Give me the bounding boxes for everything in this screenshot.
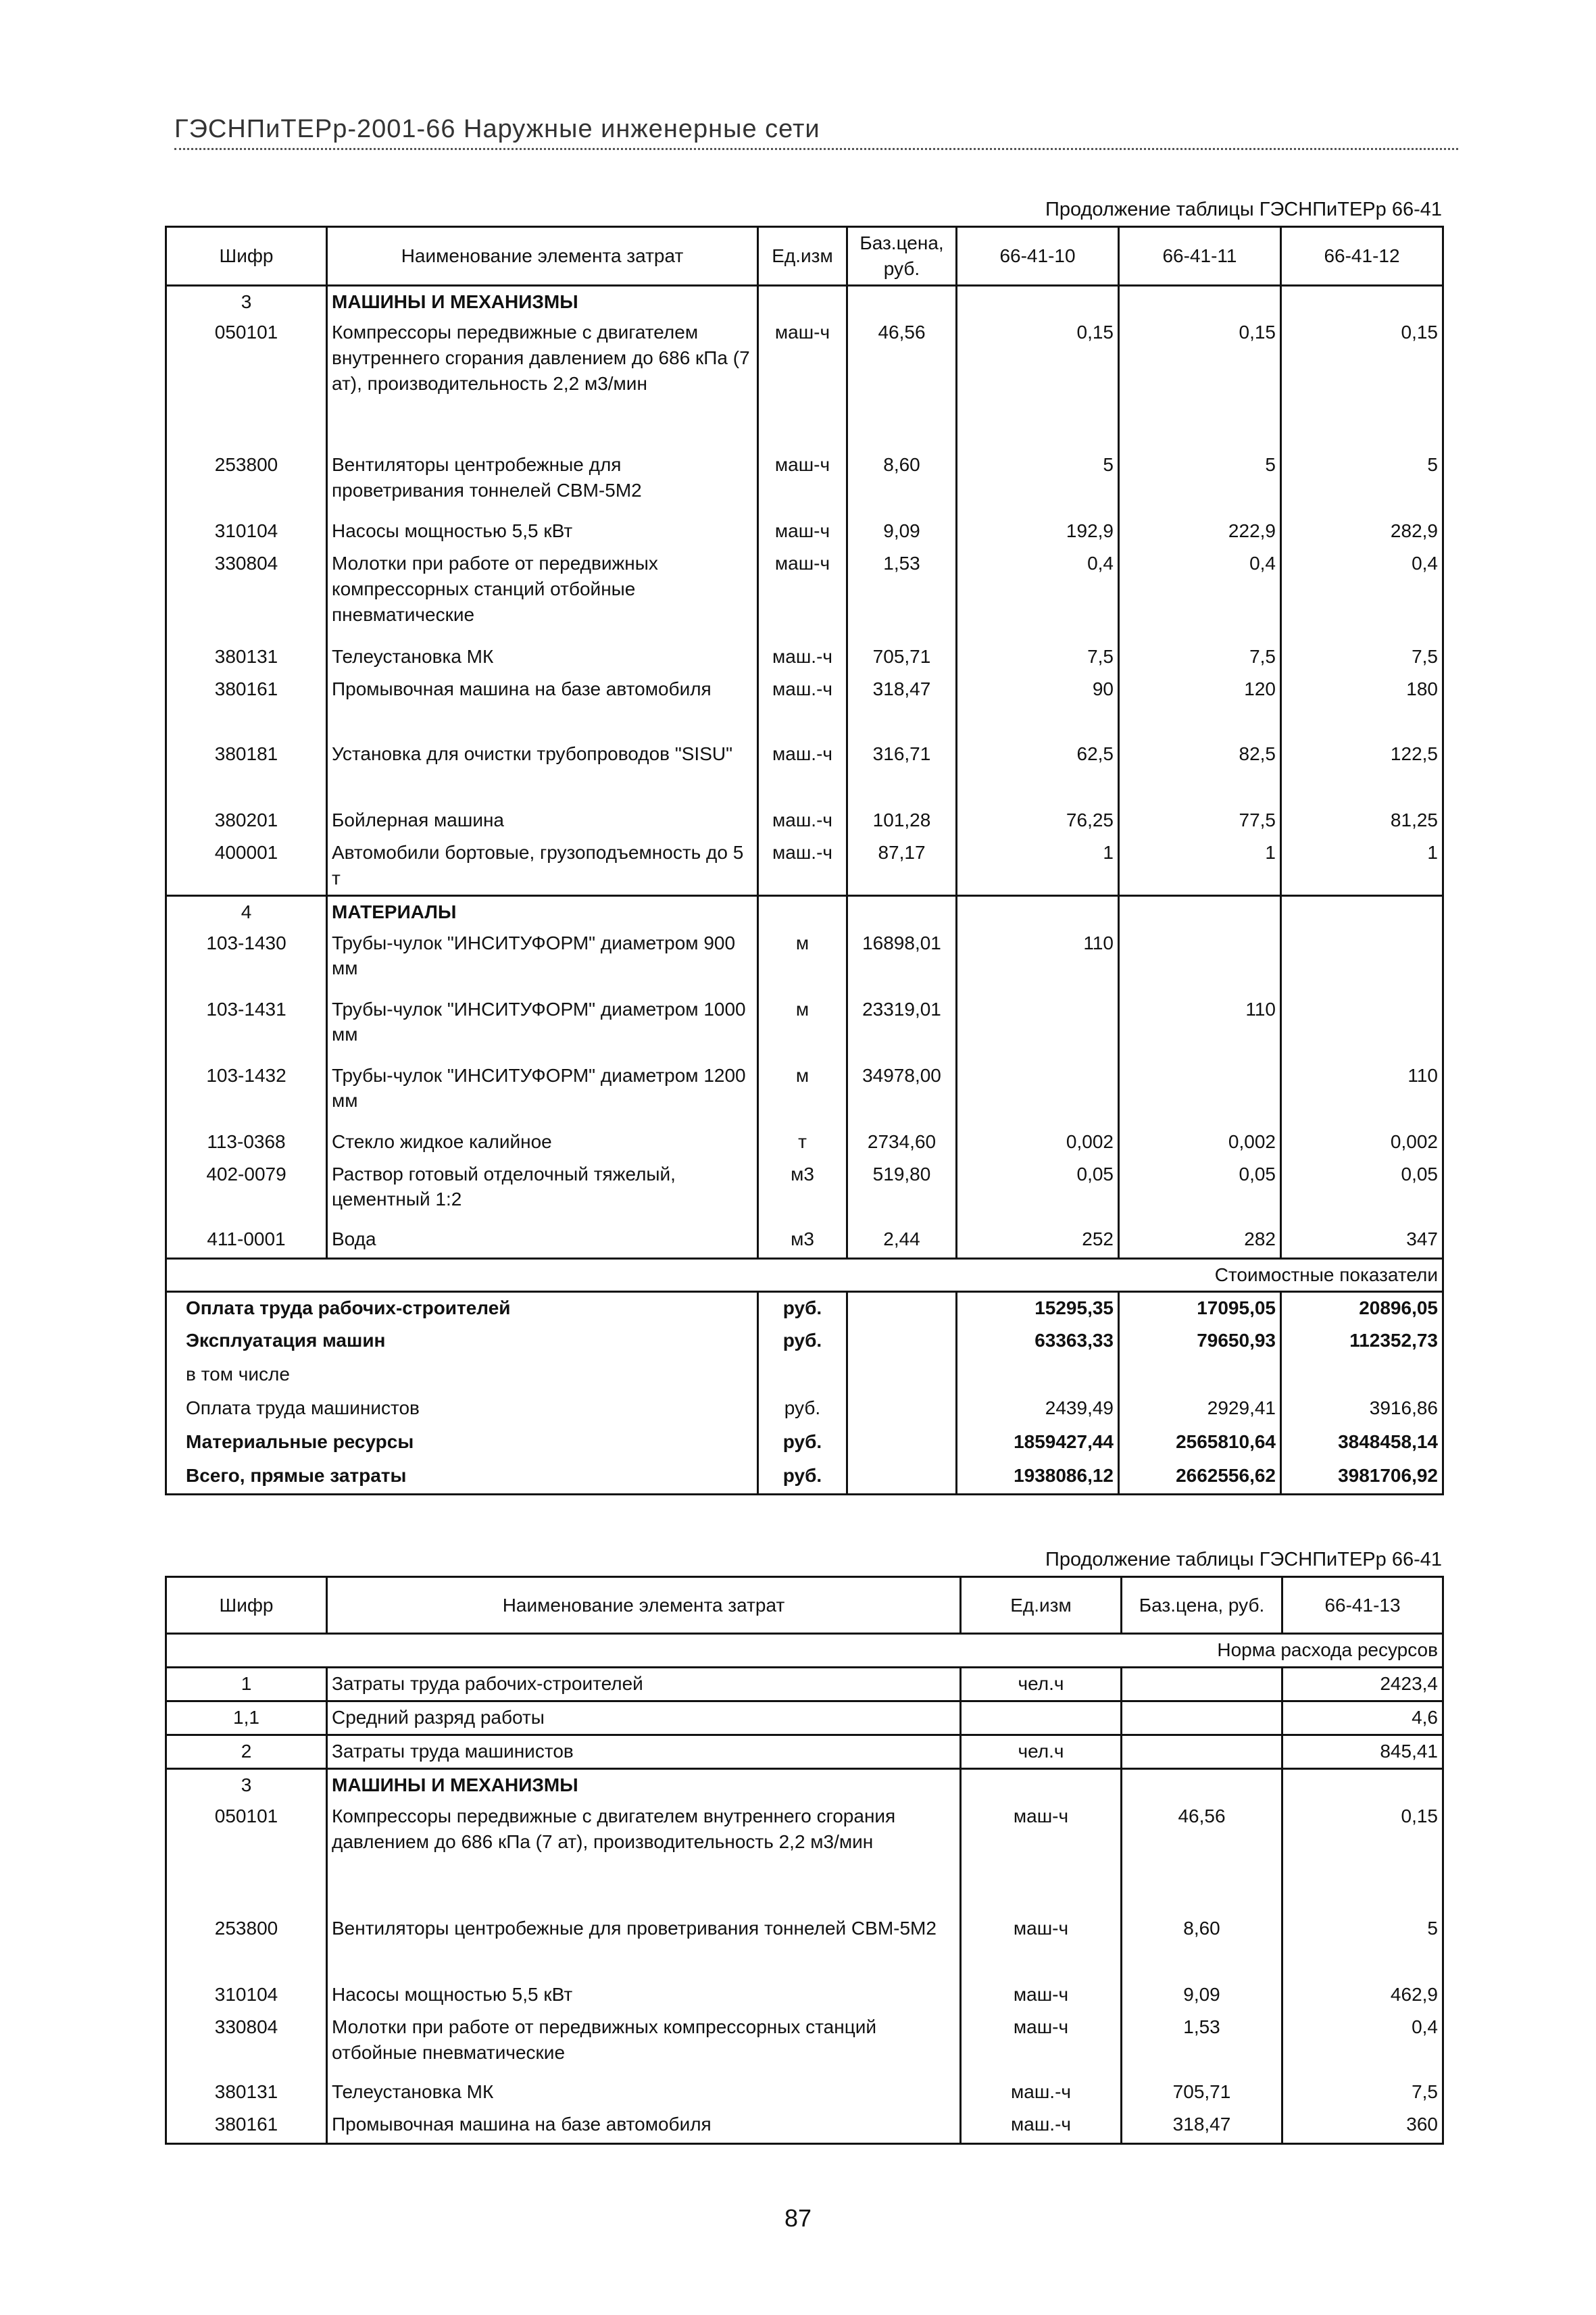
resource-price: [1122, 1701, 1282, 1735]
value-66-41-11: 7,5: [1119, 641, 1281, 674]
resource-unit: маш.-ч: [758, 641, 847, 674]
empty-cell: [1281, 895, 1443, 927]
resource-code: 330804: [166, 2012, 327, 2076]
total-66-41-10: [957, 1359, 1119, 1393]
labor-row: [166, 1668, 1443, 1701]
value-66-41-12: 122,5: [1281, 739, 1443, 805]
resource-code: 103-1432: [166, 1060, 327, 1126]
table-row: [166, 449, 1443, 516]
total-unit: руб.: [758, 1291, 847, 1325]
table-row: [166, 2076, 1443, 2109]
norm-label-row: [166, 1634, 1443, 1668]
resource-unit: м3: [758, 1224, 847, 1259]
value-66-41-12: 81,25: [1281, 805, 1443, 837]
table-row: [166, 1159, 1443, 1224]
resource-unit: м: [758, 994, 847, 1060]
value-66-41-12: 5: [1281, 449, 1443, 516]
empty-cell: [847, 1359, 957, 1393]
empty-cell: [758, 285, 847, 317]
col-header-code: Шифр: [166, 1577, 327, 1634]
section-code: 3: [166, 285, 327, 317]
resource-price: 87,17: [847, 837, 957, 895]
value-66-41-12: [1281, 994, 1443, 1060]
empty-cell: [847, 1325, 957, 1359]
resource-name: Трубы-чулок "ИНСИТУФОРМ" диаметром 1000 мм: [327, 994, 758, 1060]
value-66-41-11: 120: [1119, 674, 1281, 739]
total-name: в том числе: [166, 1359, 758, 1393]
resource-price: 519,80: [847, 1159, 957, 1224]
resource-price: 705,71: [1122, 2076, 1282, 2109]
resource-code: 1: [166, 1668, 327, 1701]
value-66-41-12: 0,15: [1281, 317, 1443, 449]
empty-cell: [957, 895, 1119, 927]
value-66-41-11: 110: [1119, 994, 1281, 1060]
resource-name: Стекло жидкое калийное: [327, 1126, 758, 1159]
total-66-41-10: 1859427,44: [957, 1426, 1119, 1460]
total-66-41-12: [1281, 1359, 1443, 1393]
resource-unit: м: [758, 1060, 847, 1126]
col-header-price: Баз.цена, руб.: [1122, 1577, 1282, 1634]
value-66-41-10: 0,15: [957, 317, 1119, 449]
value-66-41-12: 110: [1281, 1060, 1443, 1126]
total-66-41-12: 3981706,92: [1281, 1460, 1443, 1494]
resource-name: Телеустановка МК: [327, 2076, 961, 2109]
resource-unit: маш-ч: [758, 449, 847, 516]
total-unit: руб.: [758, 1460, 847, 1494]
resource-name: Бойлерная машина: [327, 805, 758, 837]
total-66-41-12: 20896,05: [1281, 1291, 1443, 1325]
value-66-41-11: [1119, 928, 1281, 994]
table1: [165, 226, 1444, 1495]
empty-cell: [847, 895, 957, 927]
resource-name: Насосы мощностью 5,5 кВт: [327, 1979, 961, 2012]
resource-price: 316,71: [847, 739, 957, 805]
resource-name: Компрессоры передвижные с двигателем внутреннего сгорания давлением до 686 кПа (7 ат), производительность 2,2 м3/мин: [327, 1801, 961, 1913]
resource-code: 380201: [166, 805, 327, 837]
table-row: [166, 994, 1443, 1060]
table1-caption: Продолжение таблицы ГЭСНПиТЕРр 66-41: [1045, 199, 1442, 220]
total-66-41-11: 2565810,64: [1119, 1426, 1281, 1460]
resource-unit: т: [758, 1126, 847, 1159]
value-66-41-10: 192,9: [957, 516, 1119, 548]
labor-row: [166, 1701, 1443, 1735]
resource-unit: маш-ч: [961, 1913, 1122, 1979]
value-66-41-11: 222,9: [1119, 516, 1281, 548]
value-66-41-11: 5: [1119, 449, 1281, 516]
table-row: [166, 317, 1443, 449]
table-row: [166, 641, 1443, 674]
resource-name: Промывочная машина на базе автомобиля: [327, 2109, 961, 2144]
resource-unit: маш.-ч: [961, 2076, 1122, 2109]
total-row: [166, 1291, 1443, 1325]
total-66-41-10: 1938086,12: [957, 1460, 1119, 1494]
value-66-41-12: 0,4: [1281, 548, 1443, 641]
resource-code: 400001: [166, 837, 327, 895]
resource-price: 9,09: [1122, 1979, 1282, 2012]
table-row: [166, 739, 1443, 805]
col-header-name: Наименование элемента затрат: [327, 1577, 961, 1634]
resource-unit: маш.-ч: [758, 805, 847, 837]
resource-name: Молотки при работе от передвижных компрессорных станций отбойные пневматические: [327, 548, 758, 641]
resource-unit: чел.ч: [961, 1668, 1122, 1701]
resource-price: [1122, 1735, 1282, 1769]
resource-unit: чел.ч: [961, 1735, 1122, 1769]
resource-price: [1122, 1668, 1282, 1701]
resource-price: 16898,01: [847, 928, 957, 994]
resource-price: 46,56: [847, 317, 957, 449]
col-header-66-41-10: 66-41-10: [957, 227, 1119, 286]
value-66-41-11: 1: [1119, 837, 1281, 895]
total-66-41-11: 17095,05: [1119, 1291, 1281, 1325]
table-row: [166, 928, 1443, 994]
table-row: [166, 1913, 1443, 1979]
norm-label: Норма расхода ресурсов: [166, 1634, 1443, 1668]
value-66-41-12: 180: [1281, 674, 1443, 739]
resource-name: Затраты труда рабочих-строителей: [327, 1668, 961, 1701]
value-66-41-13: 0,4: [1282, 2012, 1443, 2076]
resource-unit: [961, 1701, 1122, 1735]
section-title: МАШИНЫ И МЕХАНИЗМЫ: [327, 285, 758, 317]
resource-unit: маш.-ч: [758, 739, 847, 805]
resource-price: 8,60: [847, 449, 957, 516]
resource-name: Раствор готовый отделочный тяжелый, цементный 1:2: [327, 1159, 758, 1224]
total-66-41-12: 3916,86: [1281, 1393, 1443, 1426]
total-66-41-10: 15295,35: [957, 1291, 1119, 1325]
resource-code: 103-1431: [166, 994, 327, 1060]
total-name: Эксплуатация машин: [166, 1325, 758, 1359]
col-header-66-41-12: 66-41-12: [1281, 227, 1443, 286]
resource-code: 411-0001: [166, 1224, 327, 1259]
resource-name: Насосы мощностью 5,5 кВт: [327, 516, 758, 548]
resource-code: 1,1: [166, 1701, 327, 1735]
table-row: [166, 1801, 1443, 1913]
value-66-41-10: 110: [957, 928, 1119, 994]
resource-name: Автомобили бортовые, грузоподъемность до 5 т: [327, 837, 758, 895]
value-66-41-10: 5: [957, 449, 1119, 516]
section-materials: [166, 895, 1443, 927]
table2-header-row: [166, 1577, 1443, 1634]
empty-cell: [847, 1460, 957, 1494]
empty-cell: [847, 1426, 957, 1460]
total-unit: [758, 1359, 847, 1393]
resource-code: 2: [166, 1735, 327, 1769]
total-name: Оплата труда рабочих-строителей: [166, 1291, 758, 1325]
total-66-41-12: 3848458,14: [1281, 1426, 1443, 1460]
value-66-41-12: [1281, 928, 1443, 994]
table-row: [166, 674, 1443, 739]
section-machines: [166, 1769, 1443, 1801]
value-66-41-12: 347: [1281, 1224, 1443, 1259]
col-header-name: Наименование элемента затрат: [327, 227, 758, 286]
value-66-41-10: 0,4: [957, 548, 1119, 641]
col-header-66-41-11: 66-41-11: [1119, 227, 1281, 286]
empty-cell: [957, 285, 1119, 317]
value-66-41-10: 76,25: [957, 805, 1119, 837]
resource-name: Затраты труда машинистов: [327, 1735, 961, 1769]
table1-header-row: [166, 227, 1443, 286]
resource-price: 1,53: [847, 548, 957, 641]
table-row: [166, 1979, 1443, 2012]
resource-unit: маш.-ч: [961, 2109, 1122, 2144]
resource-name: Трубы-чулок "ИНСИТУФОРМ" диаметром 1200 мм: [327, 1060, 758, 1126]
value-66-41-10: 0,05: [957, 1159, 1119, 1224]
total-66-41-11: [1119, 1359, 1281, 1393]
value-66-41-10: 0,002: [957, 1126, 1119, 1159]
value-66-41-13: 0,15: [1282, 1801, 1443, 1913]
total-unit: руб.: [758, 1426, 847, 1460]
total-name: Материальные ресурсы: [166, 1426, 758, 1460]
value-66-41-11: 0,002: [1119, 1126, 1281, 1159]
resource-code: 103-1430: [166, 928, 327, 994]
col-header-price: Баз.цена, руб.: [847, 227, 957, 286]
resource-code: 402-0079: [166, 1159, 327, 1224]
value-66-41-13: 2423,4: [1282, 1668, 1443, 1701]
total-66-41-12: 112352,73: [1281, 1325, 1443, 1359]
resource-unit: м3: [758, 1159, 847, 1224]
empty-cell: [1119, 285, 1281, 317]
value-66-41-10: 62,5: [957, 739, 1119, 805]
total-row: [166, 1359, 1443, 1393]
table-row: [166, 548, 1443, 641]
resource-price: 318,47: [847, 674, 957, 739]
resource-name: Молотки при работе от передвижных компрессорных станций отбойные пневматические: [327, 2012, 961, 2076]
table-row: [166, 837, 1443, 895]
section-code: 3: [166, 1769, 327, 1801]
empty-cell: [1282, 1769, 1443, 1801]
resource-price: 2,44: [847, 1224, 957, 1259]
resource-unit: м: [758, 928, 847, 994]
empty-cell: [1281, 285, 1443, 317]
resource-name: Промывочная машина на базе автомобиля: [327, 674, 758, 739]
resource-price: 46,56: [1122, 1801, 1282, 1913]
value-66-41-12: 1: [1281, 837, 1443, 895]
section-machines: [166, 285, 1443, 317]
total-name: Оплата труда машинистов: [166, 1393, 758, 1426]
table-row: [166, 1224, 1443, 1259]
total-unit: руб.: [758, 1393, 847, 1426]
resource-unit: маш-ч: [961, 1979, 1122, 2012]
resource-code: 380181: [166, 739, 327, 805]
resource-unit: маш-ч: [758, 516, 847, 548]
section-code: 4: [166, 895, 327, 927]
resource-price: 1,53: [1122, 2012, 1282, 2076]
table2: [165, 1576, 1444, 2145]
resource-unit: маш.-ч: [758, 837, 847, 895]
resource-code: 050101: [166, 1801, 327, 1913]
total-66-41-11: 79650,93: [1119, 1325, 1281, 1359]
value-66-41-12: 0,05: [1281, 1159, 1443, 1224]
table2-caption: Продолжение таблицы ГЭСНПиТЕРр 66-41: [1045, 1549, 1442, 1570]
value-66-41-11: 82,5: [1119, 739, 1281, 805]
resource-name: Компрессоры передвижные с двигателем внутреннего сгорания давлением до 686 кПа (7 ат), производительность 2,2 м3/мин: [327, 317, 758, 449]
empty-cell: [961, 1769, 1122, 1801]
value-66-41-10: [957, 994, 1119, 1060]
resource-price: 705,71: [847, 641, 957, 674]
total-66-41-11: 2662556,62: [1119, 1460, 1281, 1494]
resource-name: Средний разряд работы: [327, 1701, 961, 1735]
value-66-41-12: 0,002: [1281, 1126, 1443, 1159]
total-row: [166, 1460, 1443, 1494]
labor-row: [166, 1735, 1443, 1769]
resource-code: 380131: [166, 2076, 327, 2109]
table-row: [166, 2012, 1443, 2076]
resource-price: 318,47: [1122, 2109, 1282, 2144]
total-row: [166, 1426, 1443, 1460]
empty-cell: [1119, 895, 1281, 927]
value-66-41-13: 360: [1282, 2109, 1443, 2144]
col-header-66-41-13: 66-41-13: [1282, 1577, 1443, 1634]
resource-code: 253800: [166, 1913, 327, 1979]
value-66-41-10: 7,5: [957, 641, 1119, 674]
col-header-unit: Ед.изм: [758, 227, 847, 286]
value-66-41-11: 0,4: [1119, 548, 1281, 641]
total-66-41-10: 63363,33: [957, 1325, 1119, 1359]
section-title: МАТЕРИАЛЫ: [327, 895, 758, 927]
total-row: [166, 1393, 1443, 1426]
resource-unit: маш-ч: [961, 2012, 1122, 2076]
empty-cell: [847, 1291, 957, 1325]
resource-code: 380131: [166, 641, 327, 674]
resource-price: 23319,01: [847, 994, 957, 1060]
total-66-41-11: 2929,41: [1119, 1393, 1281, 1426]
value-66-41-12: 7,5: [1281, 641, 1443, 674]
resource-name: Вентиляторы центробежные для проветривания тоннелей СВМ-5М2: [327, 449, 758, 516]
value-66-41-10: 1: [957, 837, 1119, 895]
cost-indicators-label: Стоимостные показатели: [166, 1259, 1443, 1292]
resource-name: Телеустановка МК: [327, 641, 758, 674]
resource-name: Вентиляторы центробежные для проветривания тоннелей СВМ-5М2: [327, 1913, 961, 1979]
resource-unit: маш.-ч: [758, 674, 847, 739]
resource-code: 310104: [166, 516, 327, 548]
resource-name: Вода: [327, 1224, 758, 1259]
table-row: [166, 516, 1443, 548]
resource-price: 8,60: [1122, 1913, 1282, 1979]
resource-unit: маш-ч: [758, 317, 847, 449]
resource-code: 113-0368: [166, 1126, 327, 1159]
total-row: [166, 1325, 1443, 1359]
page-number: 87: [784, 2204, 812, 2232]
empty-cell: [1122, 1769, 1282, 1801]
section-title: МАШИНЫ И МЕХАНИЗМЫ: [327, 1769, 961, 1801]
value-66-41-13: 462,9: [1282, 1979, 1443, 2012]
resource-price: 101,28: [847, 805, 957, 837]
resource-unit: маш-ч: [758, 548, 847, 641]
resource-code: 380161: [166, 674, 327, 739]
value-66-41-11: 77,5: [1119, 805, 1281, 837]
resource-code: 253800: [166, 449, 327, 516]
total-66-41-10: 2439,49: [957, 1393, 1119, 1426]
resource-code: 330804: [166, 548, 327, 641]
resource-price: 34978,00: [847, 1060, 957, 1126]
total-name: Всего, прямые затраты: [166, 1460, 758, 1494]
cost-indicators-row: [166, 1259, 1443, 1292]
empty-cell: [758, 895, 847, 927]
value-66-41-11: [1119, 1060, 1281, 1126]
value-66-41-10: 252: [957, 1224, 1119, 1259]
value-66-41-10: [957, 1060, 1119, 1126]
value-66-41-13: 7,5: [1282, 2076, 1443, 2109]
resource-price: 2734,60: [847, 1126, 957, 1159]
running-header: ГЭСНПиТЕРр-2001-66 Наружные инженерные сети: [174, 115, 1458, 150]
resource-unit: маш-ч: [961, 1801, 1122, 1913]
resource-code: 380161: [166, 2109, 327, 2144]
table-row: [166, 1060, 1443, 1126]
value-66-41-12: 282,9: [1281, 516, 1443, 548]
col-header-code: Шифр: [166, 227, 327, 286]
resource-name: Установка для очистки трубопроводов "SISU": [327, 739, 758, 805]
value-66-41-13: 4,6: [1282, 1701, 1443, 1735]
table-row: [166, 1126, 1443, 1159]
value-66-41-11: 282: [1119, 1224, 1281, 1259]
value-66-41-10: 90: [957, 674, 1119, 739]
resource-price: 9,09: [847, 516, 957, 548]
empty-cell: [847, 285, 957, 317]
value-66-41-11: 0,15: [1119, 317, 1281, 449]
total-unit: руб.: [758, 1325, 847, 1359]
table-row: [166, 805, 1443, 837]
value-66-41-13: 845,41: [1282, 1735, 1443, 1769]
table-row: [166, 2109, 1443, 2144]
resource-code: 310104: [166, 1979, 327, 2012]
value-66-41-13: 5: [1282, 1913, 1443, 1979]
value-66-41-11: 0,05: [1119, 1159, 1281, 1224]
empty-cell: [847, 1393, 957, 1426]
resource-name: Трубы-чулок "ИНСИТУФОРМ" диаметром 900 мм: [327, 928, 758, 994]
col-header-unit: Ед.изм: [961, 1577, 1122, 1634]
resource-code: 050101: [166, 317, 327, 449]
